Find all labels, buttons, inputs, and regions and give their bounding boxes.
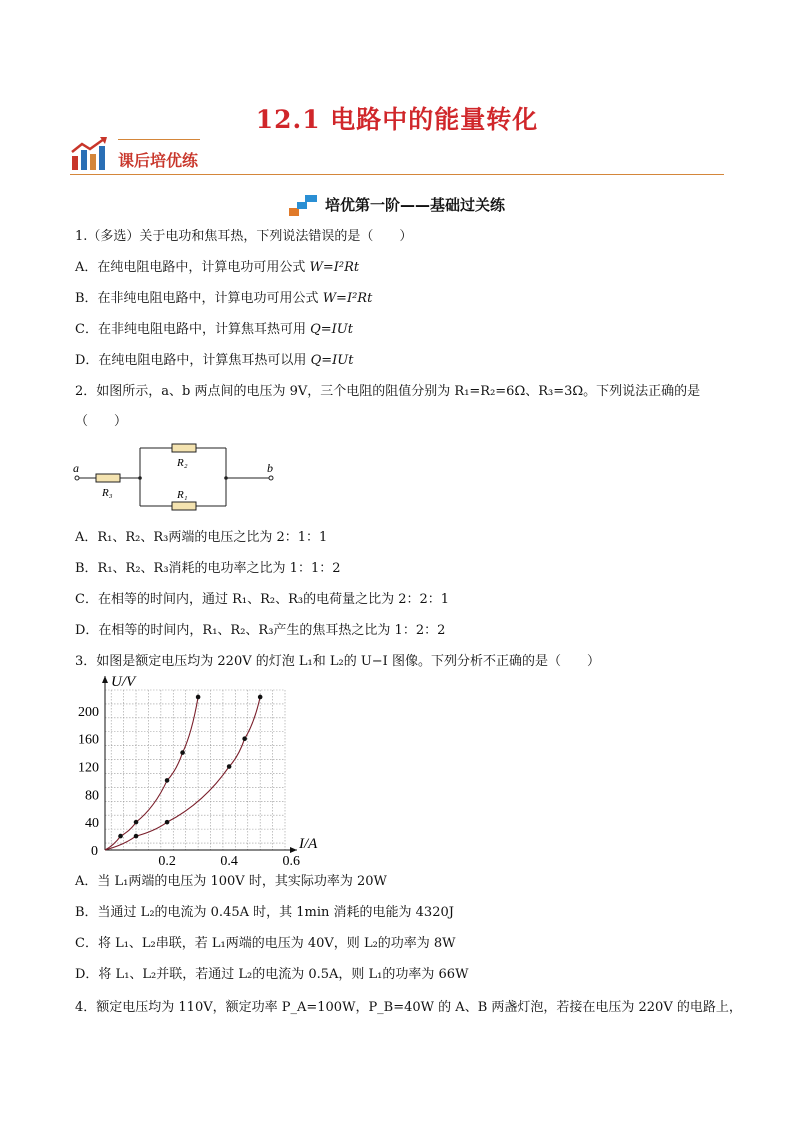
q1-option-d: D．在纯电阻电路中，计算焦耳热可以用 Q=IUt	[75, 353, 354, 368]
q2-stem-paren: （ ）	[75, 414, 128, 429]
subsection-label: 培优第一阶——基础过关练	[324, 196, 505, 214]
q2-option-b: B．R₁、R₂、R₃消耗的电功率之比为 1：1：2	[75, 561, 341, 576]
x-tick-label: 0.2	[158, 854, 176, 869]
data-point	[165, 820, 170, 825]
y-axis-label: U/V	[111, 674, 136, 690]
q1-option-c: C．在非纯电阻电路中，计算焦耳热可用 Q=IUt	[75, 322, 353, 337]
q3-option-b: B．当通过 L₂的电流为 0.45A 时，其 1min 消耗的电能为 4320J	[75, 905, 454, 920]
y-tick-label: 160	[78, 732, 99, 748]
label-r3: R₃	[102, 487, 113, 499]
resistor-r1	[172, 502, 196, 510]
q3-option-a: A．当 L₁两端的电压为 100V 时，其实际功率为 20W	[75, 874, 387, 889]
q2-option-a: A．R₁、R₂、R₃两端的电压之比为 2：1：1	[75, 530, 328, 545]
y-tick-label: 80	[85, 788, 99, 804]
label-r2: R₂	[177, 457, 188, 469]
subsection-title	[0, 194, 794, 217]
y-axis-arrow	[102, 676, 108, 683]
header-topline	[118, 139, 200, 140]
data-point	[134, 820, 139, 825]
resistor-r3	[96, 474, 120, 482]
q1-stem: 1.（多选）关于电功和焦耳热，下列说法错误的是（ ）	[75, 229, 413, 244]
data-point	[227, 764, 232, 769]
data-point	[196, 695, 201, 700]
curve-series-2	[105, 697, 260, 850]
q3-stem: 3．如图是额定电压均为 220V 的灯泡 L₁和 L₂的 U−I 图像。下列分析不正确的是（ ）	[75, 654, 600, 669]
x-tick-label: 0.6	[282, 854, 300, 869]
bar-chart-logo-icon	[70, 136, 110, 172]
label-a: a	[73, 461, 79, 475]
page-title: 12.1 电路中的能量转化	[255, 105, 539, 134]
circuit-diagram	[70, 440, 280, 520]
junction-left	[138, 476, 142, 480]
steps-icon	[289, 195, 319, 217]
label-b: b	[267, 461, 273, 475]
q3-option-c: C．将 L₁、L₂串联，若 L₁两端的电压为 40V，则 L₂的功率为 8W	[75, 936, 456, 951]
q2-option-c: C．在相等的时间内，通过 R₁、R₂、R₃的电荷量之比为 2：2：1	[75, 592, 450, 607]
x-axis-label: I/A	[299, 836, 318, 852]
resistor-r2	[172, 444, 196, 452]
q1-option-b: B．在非纯电阻电路中，计算电功可用公式 W=I²Rt	[75, 291, 373, 306]
data-point	[165, 778, 170, 783]
junction-right	[224, 476, 228, 480]
x-tick-label: 0.4	[220, 854, 238, 869]
q2-option-d: D．在相等的时间内，R₁、R₂、R₃产生的焦耳热之比为 1：2：2	[75, 623, 446, 638]
terminal-b	[269, 476, 273, 480]
q2-stem: 2．如图所示，a、b 两点间的电压为 9V，三个电阻的阻值分别为 R₁=R₂=6Ω、R₃=3Ω。下列说法正确的是	[75, 384, 701, 399]
q3-option-d: D．将 L₁、L₂并联，若通过 L₂的电流为 0.5A，则 L₁的功率为 66W	[75, 967, 469, 982]
data-point	[118, 834, 123, 839]
section-divider	[70, 174, 724, 175]
q4-stem: 4．额定电压均为 110V，额定功率 P_A=100W，P_B=40W 的 A、B 两盏灯泡，若接在电压为 220V 的电路上，	[75, 1000, 742, 1015]
data-point	[242, 736, 247, 741]
terminal-a	[75, 476, 79, 480]
data-point	[134, 834, 139, 839]
q1-option-a: A．在纯电阻电路中，计算电功可用公式 W=I²Rt	[75, 260, 360, 275]
origin-label: 0	[91, 844, 98, 859]
y-tick-label: 200	[78, 704, 99, 720]
data-point	[180, 750, 185, 755]
section-label: 课后培优练	[118, 151, 199, 170]
y-tick-label: 40	[85, 816, 99, 832]
section-header	[70, 136, 724, 176]
y-tick-label: 120	[78, 760, 99, 776]
ui-graph	[70, 672, 318, 869]
data-point	[258, 695, 263, 700]
x-axis-arrow	[290, 847, 297, 853]
label-r1: R₁	[177, 489, 188, 501]
